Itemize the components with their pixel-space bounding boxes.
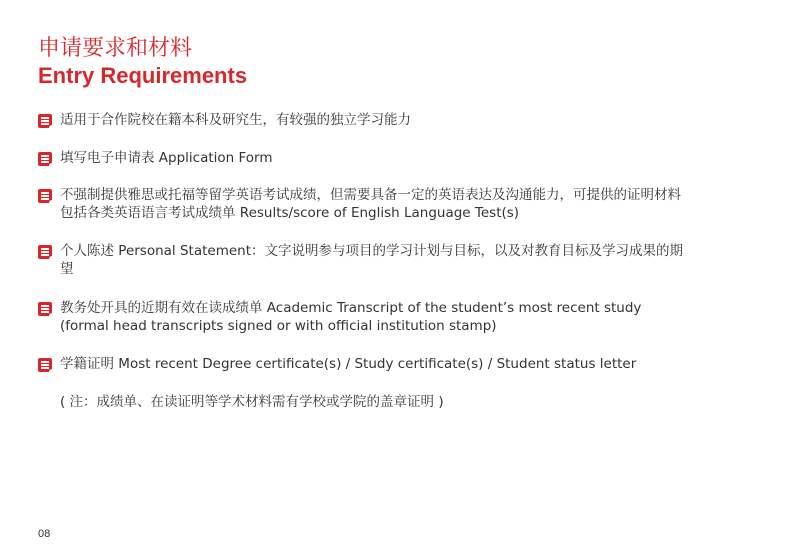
requirement-item bbox=[38, 149, 688, 167]
requirement-text: 不强制提供雅思或托福等留学英语考试成绩，但需要具备一定的英语表达及沟通能力，可提供的证明材料包括各类英语语言考试成绩单 Results/score of English Language Test(s) bbox=[60, 187, 681, 221]
page-title-chinese: 申请要求和材料 bbox=[38, 36, 193, 61]
page-title-english: Entry Requirements bbox=[38, 63, 248, 88]
requirement-text: 适用于合作院校在籍本科及研究生，有较强的独立学习能力 bbox=[60, 112, 411, 128]
requirement-text: 填写电子申请表 Application Form bbox=[60, 150, 273, 166]
requirement-item bbox=[38, 242, 688, 278]
requirement-item bbox=[38, 299, 688, 335]
document-list-icon bbox=[38, 114, 52, 128]
document-list-icon bbox=[38, 302, 52, 316]
requirement-item bbox=[38, 355, 688, 373]
requirement-text: 教务处开具的近期有效在读成绩单 Academic Transcript of the student’s most recent study (formal head transcripts signed or with official institution stamp) bbox=[60, 300, 642, 334]
materials-note: ( 注：成绩单、在读证明等学术材料需有学校或学院的盖章证明 ) bbox=[60, 394, 444, 410]
requirement-text: 个人陈述 Personal Statement：文字说明参与项目的学习计划与目标，以及对教育目标及学习成果的期望 bbox=[60, 243, 684, 277]
document-list-icon bbox=[38, 358, 52, 372]
requirement-text: 学籍证明 Most recent Degree certificate(s) / Study certificate(s) / Student status letter bbox=[60, 356, 637, 372]
document-list-icon bbox=[38, 152, 52, 166]
document-list-icon bbox=[38, 189, 52, 203]
page-number: 08 bbox=[38, 528, 51, 540]
requirement-item bbox=[38, 186, 688, 222]
document-list-icon bbox=[38, 245, 52, 259]
requirement-item bbox=[38, 111, 688, 129]
